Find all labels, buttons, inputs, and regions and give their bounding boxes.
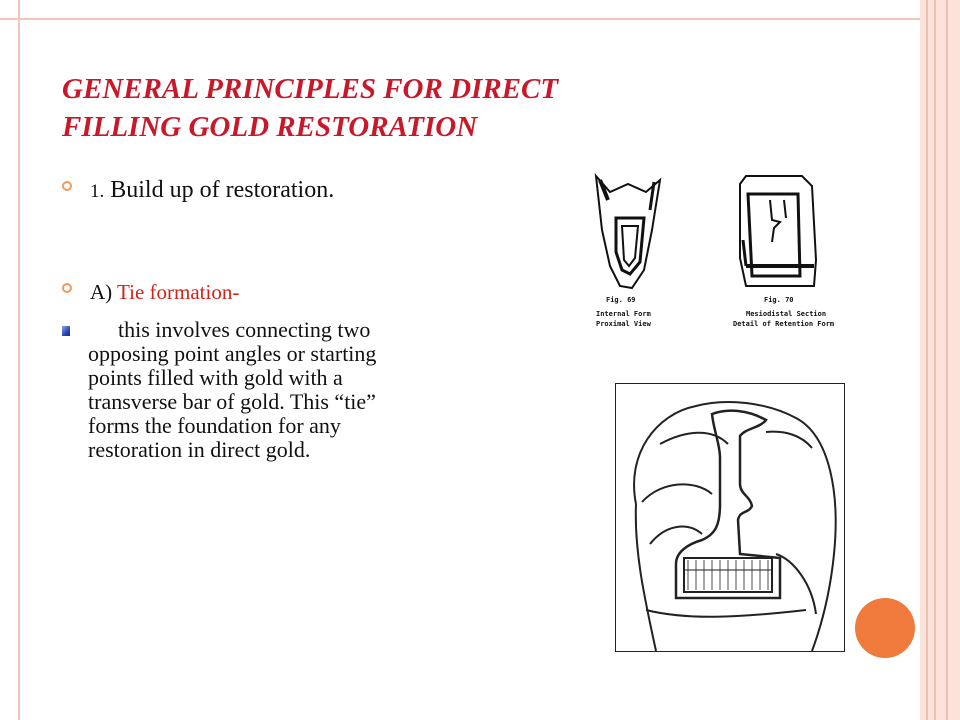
description-text: this involves connecting two opposing point angles or starting points filled with gold with a transverse bar of gold. This “tie” forms the foundation for any restoration in direct gold.: [88, 317, 377, 462]
bullet-body: Build up of restoration.: [104, 177, 335, 203]
circle-bullet-icon: [62, 181, 72, 191]
fig-70-drawing: [740, 176, 816, 286]
slide-title: [62, 70, 762, 146]
tooth-restoration-drawing: [616, 384, 844, 651]
square-bullet-icon: [62, 326, 70, 336]
bullet-build-up: [62, 176, 362, 206]
sub-bullet-description: [62, 318, 412, 462]
tie-formation-label: Tie formation-: [117, 280, 240, 304]
bullet-prefix: A): [90, 280, 118, 304]
frame-left-line: [18, 0, 20, 720]
title-line-1: GENERAL PRINCIPLES FOR DIRECT: [62, 73, 559, 105]
title-line-2: FILLING GOLD RESTORATION: [62, 111, 478, 143]
fig-70-caption-line-2: Detail of Retention Form: [733, 320, 835, 328]
bullet-tie-formation: [62, 278, 382, 306]
fig-69-caption-line-2: Proximal View: [596, 320, 651, 328]
fig-70-label: Fig. 70: [764, 296, 794, 304]
circle-bullet-icon: [62, 283, 72, 293]
frame-right-band: [920, 0, 960, 720]
bullet-text: [90, 278, 239, 306]
tooth-figures-illustration: [588, 170, 850, 340]
fig-69-drawing: [596, 176, 660, 288]
orange-dot-decoration: [855, 598, 915, 658]
bullet-number: 1.: [90, 181, 105, 202]
fig-69-caption-line-1: Internal Form: [596, 310, 651, 318]
bullet-text: [90, 176, 334, 206]
fig-70-caption-line-1: Mesiodistal Section: [746, 310, 827, 318]
frame-top-line: [0, 18, 960, 20]
tooth-restoration-photo: [615, 383, 845, 652]
fig-69-label: Fig. 69: [606, 296, 636, 304]
